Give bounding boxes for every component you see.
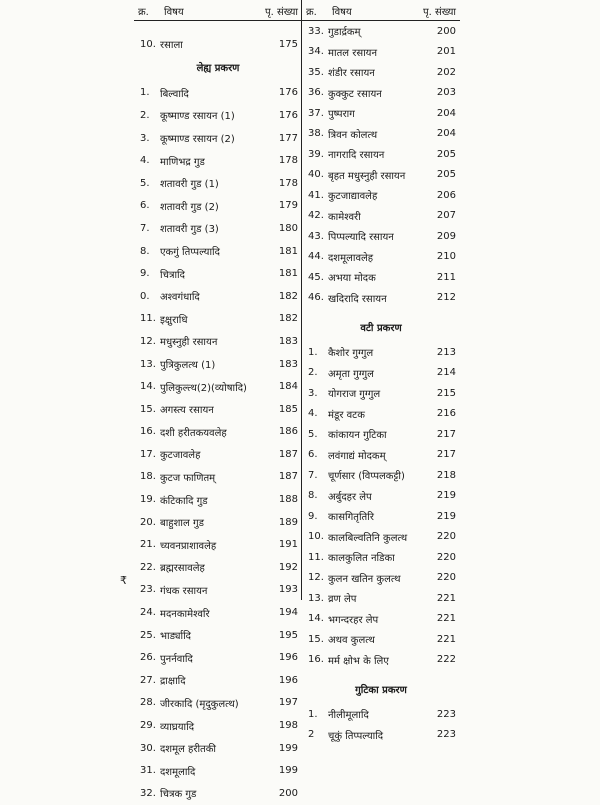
list-item (134, 82, 302, 105)
item-number: 38. (308, 128, 324, 140)
item-subject: अर्बुदहर लेप (328, 491, 372, 503)
item-page: 217 (436, 428, 456, 440)
item-subject: कालबिल्वतिनि कुलत्थ (328, 532, 408, 544)
item-subject: पुत्रिकुलत्थ (1) (160, 360, 216, 372)
item-page: 204 (436, 107, 456, 119)
item-number: 4. (140, 155, 150, 167)
item-page: 185 (278, 403, 298, 415)
item-subject: पुनर्नवादि (160, 653, 193, 665)
item-page: 199 (278, 742, 298, 754)
item-subject: बृहत मधुस्नुही रसायन (328, 170, 406, 182)
list-item (134, 669, 302, 692)
list-item (302, 609, 460, 630)
header-num: क्र. (138, 7, 149, 18)
list-item (134, 375, 302, 398)
item-page: 188 (278, 494, 298, 506)
list-item (302, 103, 460, 124)
item-number: 42. (308, 210, 324, 222)
item-subject: जीरकादि (मृदुकुलत्थ) (160, 698, 239, 710)
item-page: 197 (278, 697, 298, 709)
list-item (302, 83, 460, 104)
list-item (134, 737, 302, 760)
item-subject: बाहुशाल गुड (160, 518, 204, 530)
section-title: वटी प्रकरण (360, 323, 402, 334)
item-subject: कुक्कुट रसायन (328, 88, 382, 100)
item-subject: कांकायन गुटिका (328, 430, 387, 442)
header-subject: विषय (164, 7, 184, 18)
item-number: 6. (140, 200, 150, 212)
left-column (134, 0, 302, 805)
item-page: 221 (436, 592, 456, 604)
item-page: 220 (436, 531, 456, 543)
item-subject: नागरादि रसायन (328, 150, 385, 162)
item-page: 201 (436, 46, 456, 58)
list-item (302, 704, 460, 725)
item-number: 28. (140, 697, 156, 709)
item-number: 25. (140, 629, 156, 641)
list-item (134, 533, 302, 556)
item-number: 2. (308, 367, 318, 379)
list-item (302, 288, 460, 309)
item-number: 41. (308, 189, 324, 201)
item-number: 3. (308, 387, 318, 399)
item-page: 182 (278, 313, 298, 325)
item-page: 189 (278, 516, 298, 528)
item-subject: कैशोर गुग्गुल (328, 348, 374, 360)
list-item (302, 42, 460, 63)
item-number: 10. (308, 531, 324, 543)
item-subject: पिप्पल्यादि रसायन (328, 232, 394, 244)
item-subject: मातल रसायन (328, 47, 378, 59)
item-subject: पुष्पराग (328, 109, 355, 121)
item-number: 17. (140, 448, 156, 460)
item-subject: पुलिकुल्त्थ(2)(व्योषादि) (160, 382, 247, 394)
item-subject: दशी हरीतकयवलेह (160, 427, 227, 439)
list-item (302, 124, 460, 145)
item-subject: कुलन खतिन कुलत्थ (328, 573, 401, 585)
left-rows (134, 82, 302, 805)
item-subject: एकगुं तिप्पल्यादि (160, 247, 220, 259)
item-subject: कुटजाद्यावलेह (328, 191, 378, 203)
item-page: 203 (436, 87, 456, 99)
item-page: 181 (278, 245, 298, 257)
item-subject: द्राक्षादि (160, 676, 186, 688)
item-page: 175 (278, 38, 298, 50)
item-number: 5. (140, 177, 150, 189)
list-item (134, 556, 302, 579)
item-number: 13. (308, 592, 324, 604)
item-page: 177 (278, 132, 298, 144)
item-page: 176 (278, 109, 298, 121)
margin-mark: ₹ (120, 574, 127, 587)
item-page: 209 (436, 230, 456, 242)
item-number: 9. (140, 268, 150, 280)
item-page: 194 (278, 607, 298, 619)
item-number: 15. (140, 403, 156, 415)
item-number: 27. (140, 674, 156, 686)
list-item (134, 217, 302, 240)
list-item (302, 424, 460, 445)
item-page: 215 (436, 387, 456, 399)
list-item (134, 398, 302, 421)
item-number: 1. (308, 708, 318, 720)
item-subject: माणिभद्र गुड (160, 156, 205, 168)
item-number: 39. (308, 148, 324, 160)
list-item (134, 172, 302, 195)
section-title: लेह्य प्रकरण (196, 62, 240, 74)
list-item (302, 144, 460, 165)
item-subject: अगस्त्य रसायन (160, 405, 214, 417)
item-subject: नीलीमूलादि (328, 710, 369, 722)
item-page: 184 (278, 381, 298, 393)
item-subject: शतावरी गुड (2) (160, 201, 219, 213)
item-subject: चूर्णसार (विप्पलकट्टी) (328, 471, 405, 483)
item-page: 202 (436, 66, 456, 78)
item-subject: दशमूलादि (160, 766, 196, 778)
item-number: 33. (308, 25, 324, 37)
right-column (302, 0, 460, 745)
item-page: 187 (278, 448, 298, 460)
list-item (302, 363, 460, 384)
header-num: क्र. (306, 7, 317, 18)
item-page: 223 (436, 708, 456, 720)
item-subject: चित्रक गुड (160, 789, 197, 801)
item-number: 19. (140, 494, 156, 506)
item-number: 9. (308, 510, 318, 522)
item-page: 219 (436, 510, 456, 522)
item-number: 16. (308, 654, 324, 666)
item-number: 40. (308, 169, 324, 181)
item-number: 7. (140, 222, 150, 234)
item-subject: कासगितृतिरि (328, 512, 374, 524)
item-number: 32. (140, 787, 156, 799)
list-item (302, 465, 460, 486)
item-subject: मंडूर वटक (328, 409, 365, 421)
item-subject: मदनकामेश्वरि (160, 608, 210, 620)
item-page: 199 (278, 765, 298, 777)
header-page: पृ. संख्या (264, 7, 298, 18)
item-subject: व्याघ्रयादि (160, 721, 195, 733)
item-number: 22. (140, 561, 156, 573)
item-subject: अमृता गुग्गुल (328, 368, 374, 380)
item-number: 23. (140, 584, 156, 596)
list-item (134, 782, 302, 805)
item-page: 214 (436, 367, 456, 379)
item-number: 11. (308, 551, 324, 563)
section-title: गुटिका प्रकरण (355, 685, 407, 696)
item-subject: कंटिकादि गुड (160, 495, 208, 507)
item-number: 14. (140, 381, 156, 393)
item-page: 219 (436, 490, 456, 502)
item-number: 13. (140, 358, 156, 370)
list-item (302, 486, 460, 507)
item-page: 221 (436, 613, 456, 625)
list-item (302, 568, 460, 589)
item-number: 44. (308, 251, 324, 263)
item-page: 200 (278, 787, 298, 799)
list-item (134, 33, 302, 56)
list-item (134, 646, 302, 669)
item-number: 2. (140, 109, 150, 121)
list-item (134, 262, 302, 285)
item-subject: शतावरी गुड (1) (160, 179, 219, 191)
item-page: 216 (436, 408, 456, 420)
item-number: 8. (308, 490, 318, 502)
table-header (302, 0, 460, 21)
list-item (302, 725, 460, 746)
item-number: 0. (140, 290, 150, 302)
item-subject: गुडार्द्रकम् (328, 27, 361, 39)
item-page: 220 (436, 572, 456, 584)
header-page: पृ. संख्या (422, 7, 456, 18)
list-item (134, 443, 302, 466)
item-page: 213 (436, 346, 456, 358)
item-subject: भार्ड्यादि (160, 631, 191, 643)
item-page: 206 (436, 189, 456, 201)
item-subject: चित्रादि (160, 269, 185, 281)
item-page: 179 (278, 200, 298, 212)
item-number: 12. (308, 572, 324, 584)
list-item (134, 714, 302, 737)
item-number: 29. (140, 720, 156, 732)
list-item (302, 650, 460, 671)
list-item (302, 342, 460, 363)
item-number: 34. (308, 46, 324, 58)
item-page: 207 (436, 210, 456, 222)
item-page: 223 (436, 729, 456, 741)
item-page: 205 (436, 169, 456, 181)
item-number: 21. (140, 539, 156, 551)
item-number: 46. (308, 292, 324, 304)
item-subject: ब्रह्मरसावलेह (160, 563, 205, 575)
list-item (134, 421, 302, 444)
item-page: 211 (436, 271, 456, 283)
item-number: 18. (140, 471, 156, 483)
item-subject: च्यवनप्राशावलेह (160, 540, 217, 552)
list-item (134, 511, 302, 534)
item-number: 37. (308, 107, 324, 119)
table-header (134, 0, 302, 21)
list-item (302, 588, 460, 609)
list-item (134, 601, 302, 624)
item-subject: कुटजावलेह (160, 450, 201, 462)
item-page: 195 (278, 629, 298, 641)
item-page: 178 (278, 177, 298, 189)
item-page: 217 (436, 449, 456, 461)
item-number: 10. (140, 38, 156, 50)
item-subject: कूष्माण्ड रसायन (2) (160, 134, 235, 146)
item-number: 4. (308, 408, 318, 420)
item-subject: कालकुलित नडिका (328, 553, 395, 565)
list-item (302, 21, 460, 42)
item-number: 8. (140, 245, 150, 257)
header-subject: विषय (332, 7, 352, 18)
item-page: 193 (278, 584, 298, 596)
list-item (134, 127, 302, 150)
item-page: 204 (436, 128, 456, 140)
item-page: 210 (436, 251, 456, 263)
item-page: 180 (278, 222, 298, 234)
item-subject: गंधक रसायन (160, 585, 208, 597)
list-item (134, 308, 302, 331)
list-item (134, 195, 302, 218)
list-item (134, 579, 302, 602)
list-item (134, 759, 302, 782)
list-item (134, 104, 302, 127)
item-subject: चूकुं तिप्पल्यादि (328, 730, 384, 742)
item-number: 1. (140, 87, 150, 99)
left-top-rows (134, 33, 302, 56)
list-item (302, 62, 460, 83)
list-item (134, 488, 302, 511)
item-page: 186 (278, 426, 298, 438)
item-number: 11. (140, 313, 156, 325)
item-number: 16. (140, 426, 156, 438)
item-number: 7. (308, 469, 318, 481)
list-item (134, 149, 302, 172)
list-item (302, 445, 460, 466)
list-item (302, 247, 460, 268)
item-subject: व्रण लेप (328, 594, 357, 606)
item-subject: लवंगाद्यं मोदकम् (328, 450, 386, 462)
item-page: 191 (278, 539, 298, 551)
item-number: 1. (308, 346, 318, 358)
list-item (302, 226, 460, 247)
item-number: 15. (308, 633, 324, 645)
item-number: 35. (308, 66, 324, 78)
list-item (302, 547, 460, 568)
item-subject: दशमूल हरीतकी (160, 744, 217, 756)
item-page: 205 (436, 148, 456, 160)
item-subject: योगराज गुग्गुल (328, 389, 381, 401)
list-item (302, 629, 460, 650)
list-item (302, 527, 460, 548)
item-page: 221 (436, 633, 456, 645)
list-item (302, 185, 460, 206)
item-subject: इक्षुराधि (160, 314, 188, 326)
list-item (134, 466, 302, 489)
item-subject: कामेश्वरी (328, 211, 361, 223)
list-item (302, 404, 460, 425)
list-item (302, 506, 460, 527)
item-subject: शंडीर रसायन (328, 68, 375, 80)
item-page: 220 (436, 551, 456, 563)
item-subject: शतावरी गुड (3) (160, 224, 219, 236)
item-subject: मधुस्नुही रसायन (160, 337, 218, 349)
item-subject: अभया मोदक (328, 273, 376, 285)
item-number: 5. (308, 428, 318, 440)
item-number: 20. (140, 516, 156, 528)
item-page: 212 (436, 292, 456, 304)
item-number: 30. (140, 742, 156, 754)
item-subject: अश्वगंधादि (160, 292, 200, 304)
list-item (134, 353, 302, 376)
item-number: 36. (308, 87, 324, 99)
item-page: 183 (278, 358, 298, 370)
item-page: 178 (278, 155, 298, 167)
item-page: 176 (278, 87, 298, 99)
list-item (134, 624, 302, 647)
item-subject: अथव कुलत्थ (328, 635, 375, 647)
list-item (302, 165, 460, 186)
item-subject: मर्म क्षोभ के लिए (328, 655, 389, 667)
item-page: 192 (278, 561, 298, 573)
item-subject: दशमूलावलेह (328, 252, 374, 264)
item-number: 2 (308, 729, 315, 741)
right-rows-a (302, 21, 460, 308)
item-number: 43. (308, 230, 324, 242)
item-subject: कूष्माण्ड रसायन (1) (160, 111, 235, 123)
item-number: 24. (140, 607, 156, 619)
item-number: 12. (140, 335, 156, 347)
item-number: 26. (140, 652, 156, 664)
right-rows-c (302, 704, 460, 745)
item-page: 182 (278, 290, 298, 302)
right-rows-b (302, 342, 460, 670)
item-number: 45. (308, 271, 324, 283)
item-subject: कुटज फाणितम् (160, 472, 216, 484)
item-number: 31. (140, 765, 156, 777)
item-page: 183 (278, 335, 298, 347)
item-subject: बिल्वादि (160, 88, 189, 100)
item-number: 14. (308, 613, 324, 625)
list-item (134, 285, 302, 308)
list-item (302, 267, 460, 288)
item-number: 6. (308, 449, 318, 461)
item-page: 200 (436, 25, 456, 37)
list-item (302, 206, 460, 227)
item-subject: रसाला (160, 40, 183, 52)
list-item (302, 383, 460, 404)
list-item (134, 330, 302, 353)
item-page: 198 (278, 720, 298, 732)
item-page: 196 (278, 674, 298, 686)
item-page: 196 (278, 652, 298, 664)
list-item (134, 692, 302, 715)
item-page: 222 (436, 654, 456, 666)
item-subject: खदिरादि रसायन (328, 293, 387, 305)
item-number: 3. (140, 132, 150, 144)
item-page: 181 (278, 268, 298, 280)
item-page: 218 (436, 469, 456, 481)
list-item (134, 240, 302, 263)
item-subject: त्रिवन कोलत्थ (328, 129, 378, 141)
item-subject: भगन्दरहर लेप (328, 614, 379, 626)
item-page: 187 (278, 471, 298, 483)
